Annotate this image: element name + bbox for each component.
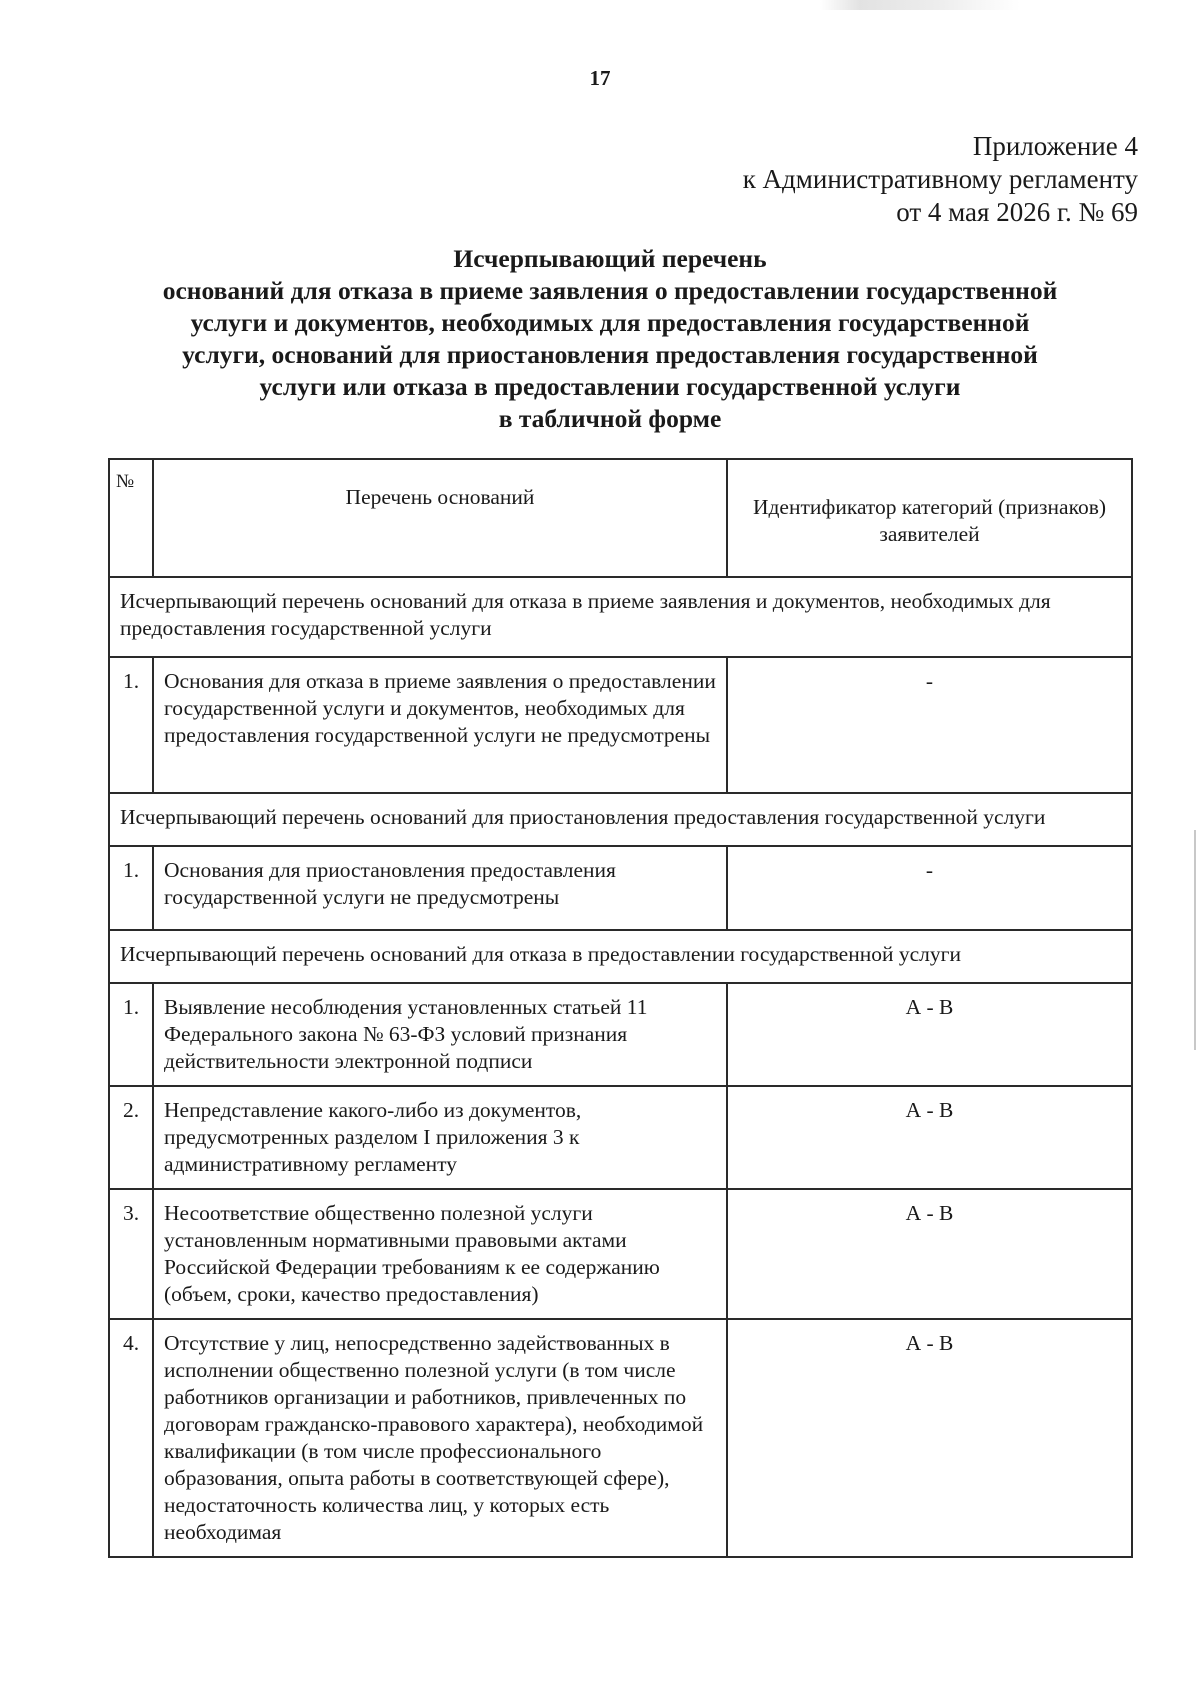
title-line-2: оснований для отказа в приеме заявления о предоставлении государственной: [162, 276, 1058, 305]
title-line-3: услуги и документов, необходимых для предоставления государственной: [190, 308, 1030, 337]
header-identifier: Идентификатор категорий (признаков) заявителей: [727, 459, 1132, 577]
table-row: [109, 1319, 1132, 1557]
row-identifier: -: [727, 657, 1132, 793]
row-reason: Несоответствие общественно полезной услуги установленным нормативными правовыми актами Российской Федерации требованиям к ее содержанию (объем, сроки, качество предоставления): [153, 1189, 727, 1319]
table-header-row: [109, 459, 1132, 577]
section-title: Исчерпывающий перечень оснований для приостановления предоставления государственной услуги: [109, 793, 1132, 846]
page-number: 17: [589, 66, 611, 90]
section-row: [109, 930, 1132, 983]
header-number: №: [109, 459, 153, 577]
row-identifier: А - В: [727, 1189, 1132, 1319]
title-line-5: услуги или отказа в предоставлении государственной услуги: [259, 372, 961, 401]
grounds-table: [108, 458, 1133, 1558]
row-reason: Основания для приостановления предоставления государственной услуги не предусмотрены: [153, 846, 727, 930]
appendix-line-3: от 4 мая 2026 г. № 69: [896, 197, 1138, 227]
section-title: Исчерпывающий перечень оснований для отказа в приеме заявления и документов, необходимых для предоставления государственной услуги: [109, 577, 1132, 657]
row-number: 4.: [109, 1319, 153, 1557]
row-identifier: А - В: [727, 983, 1132, 1086]
section-row: [109, 577, 1132, 657]
appendix-block: [743, 130, 1138, 229]
table-row: [109, 983, 1132, 1086]
appendix-line-1: Приложение 4: [972, 131, 1138, 161]
row-reason: Основания для отказа в приеме заявления о предоставлении государственной услуги и документов, необходимых для предоставления государственной услуги не предусмотрены: [153, 657, 727, 793]
row-number: 2.: [109, 1086, 153, 1189]
title-line-1: Исчерпывающий перечень: [453, 244, 767, 273]
title-line-4: услуги, оснований для приостановления предоставления государственной: [182, 340, 1038, 369]
table-row: [109, 1189, 1132, 1319]
row-number: 1.: [109, 983, 153, 1086]
table-row: [109, 657, 1132, 793]
grounds-table-wrapper: [108, 458, 1133, 1558]
row-identifier: -: [727, 846, 1132, 930]
scan-edge-artifact: [1194, 830, 1196, 1050]
header-reasons: Перечень оснований: [153, 459, 727, 577]
row-number: 1.: [109, 657, 153, 793]
row-identifier: А - В: [727, 1086, 1132, 1189]
title-line-6: в табличной форме: [498, 404, 722, 433]
row-identifier: А - В: [727, 1319, 1132, 1557]
table-row: [109, 846, 1132, 930]
appendix-line-2: к Административному регламенту: [742, 164, 1138, 194]
row-reason: Выявление несоблюдения установленных статьей 11 Федерального закона № 63-ФЗ условий признания действительности электронной подписи: [153, 983, 727, 1086]
row-number: 3.: [109, 1189, 153, 1319]
row-reason: Отсутствие у лиц, непосредственно задействованных в исполнении общественно полезной услуги (в том числе работников организации и работников, привлеченных по договорам гражданско-правового характера), необходимой квалификации (в том числе профессионального образования, опыта работы в соответствующей сфере), недостаточность количества лиц, у которых есть необходимая: [153, 1319, 727, 1557]
document-title: [90, 243, 1130, 435]
section-title: Исчерпывающий перечень оснований для отказа в предоставлении государственной услуги: [109, 930, 1132, 983]
row-reason: Непредставление какого-либо из документов, предусмотренных разделом I приложения 3 к административному регламенту: [153, 1086, 727, 1189]
section-row: [109, 793, 1132, 846]
scan-artifact: [820, 0, 1020, 10]
table-row: [109, 1086, 1132, 1189]
row-number: 1.: [109, 846, 153, 930]
